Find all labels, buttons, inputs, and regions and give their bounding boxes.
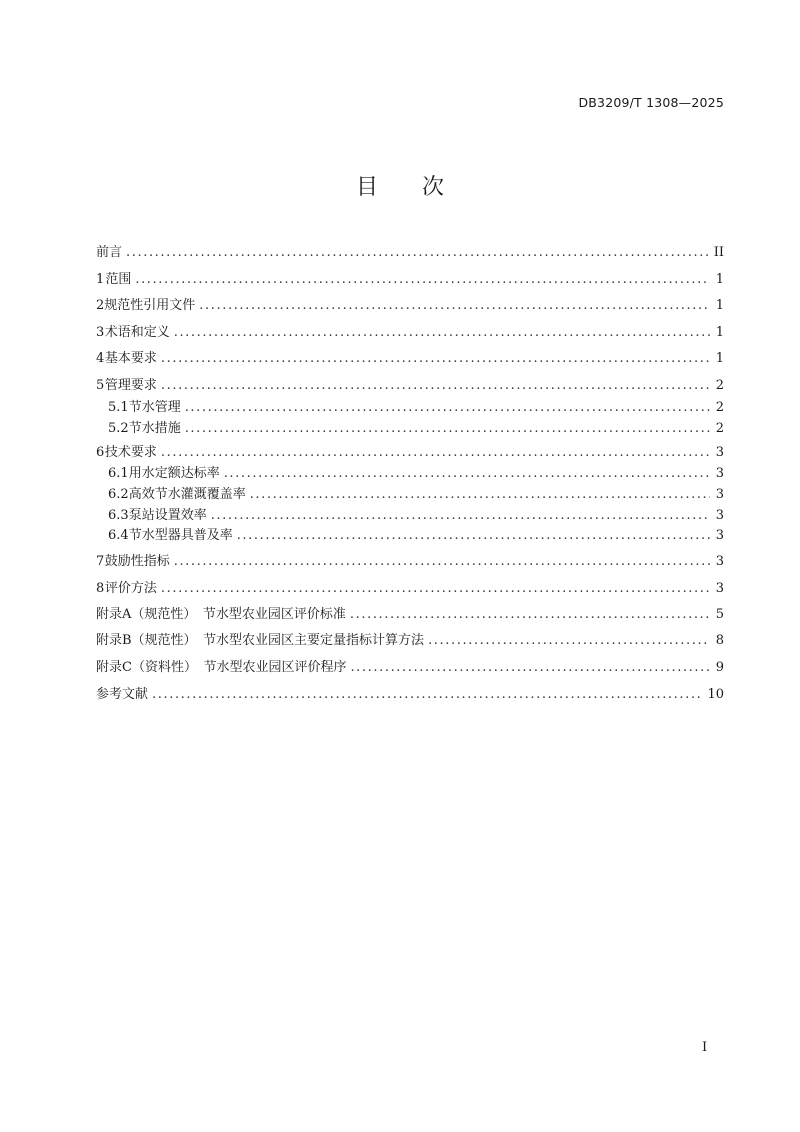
toc-leader-dots [199,297,710,315]
toc-leader-dots [161,580,710,598]
toc-entry-label: 术语和定义 [104,325,170,340]
toc-entry-label: 范围 [105,272,132,287]
toc-entry-label: 管理要求 [104,378,157,393]
toc-entry-page: 3 [715,581,724,596]
toc-leader-dots [185,420,710,438]
toc-entry-page: 3 [715,466,724,481]
toc-entry[interactable] [108,399,724,417]
toc-entry-page: 3 [715,554,724,569]
toc-entry-page: 2 [715,421,724,436]
toc-leader-dots [161,444,710,462]
toc-entry[interactable] [96,324,724,342]
toc-leader-dots [185,399,710,417]
toc-entry-label: 评价方法 [104,581,157,596]
toc-entry[interactable] [96,244,724,262]
toc-entry-number: 5 [96,378,105,393]
toc-entry-page: 1 [715,298,724,313]
toc-entry-label: 节水管理 [128,400,181,415]
toc-entry-page: 10 [707,687,724,702]
toc-entry-number: 1 [96,272,105,287]
toc-entry[interactable] [96,632,724,650]
toc-entry-page: 3 [715,528,724,543]
toc-entry-page: 2 [715,400,724,415]
toc-leader-dots [161,377,710,395]
toc-entry-number: 6.1 [108,466,129,481]
toc-entry-page: 3 [715,487,724,502]
toc-entry[interactable] [96,444,724,462]
toc-entry-number: 6.2 [108,487,129,502]
toc-leader-dots [250,486,710,504]
toc-entry-page: 8 [715,633,724,648]
toc-leader-dots [174,553,710,571]
toc-entry-number: 5.2 [108,421,129,436]
toc-entry-page: 1 [715,351,724,366]
toc-entry-label: 基本要求 [104,351,157,366]
toc-entry-label: 规范性引用文件 [104,298,196,313]
toc-entry-label: 节水措施 [128,421,181,436]
page-title [0,170,800,201]
toc-entry-number: 3 [96,325,105,340]
toc-entry-label: 用水定额达标率 [128,466,220,481]
toc-entry-label: 技术要求 [104,445,157,460]
toc-entry-label: 节水型器具普及率 [128,528,233,543]
toc-entry-number: 2 [96,298,105,313]
page-number: I [702,1040,708,1055]
toc-entry-page: 1 [715,272,724,287]
toc-entry-number: 8 [96,581,105,596]
toc-leader-dots [237,527,710,545]
toc-entry-page: 5 [715,607,724,622]
document-code: DB3209/T 1308—2025 [578,95,724,110]
toc-leader-dots [126,244,710,262]
title-char-left: 目 [355,175,378,200]
toc-entry[interactable] [96,377,724,395]
toc-entry-page: 1 [715,325,724,340]
toc-leader-dots [211,507,710,525]
toc-entry-label: 参考文献 [96,687,149,702]
title-char-right: 次 [422,175,445,200]
toc-entry-label: 鼓励性指标 [104,554,170,569]
toc-leader-dots [161,350,710,368]
toc-entry-label: 附录A（规范性） 节水型农业园区评价标准 [96,607,346,622]
toc-entry[interactable] [108,507,724,525]
toc-entry-number: 7 [96,554,105,569]
toc-entry-number: 6.4 [108,528,129,543]
toc-leader-dots [350,659,710,677]
toc-leader-dots [428,632,710,650]
toc-entry[interactable] [108,527,724,545]
toc-entry[interactable] [108,465,724,483]
toc-leader-dots [135,271,710,289]
toc-leader-dots [152,686,703,704]
toc-entry-label: 附录C（资料性） 节水型农业园区评价程序 [96,660,347,675]
toc-entry-label: 附录B（规范性） 节水型农业园区主要定量指标计算方法 [96,633,425,648]
toc-leader-dots [174,324,710,342]
toc-leader-dots [224,465,710,483]
toc-entry[interactable] [96,686,724,704]
toc-entry-label: 泵站设置效率 [128,508,207,523]
toc-entry[interactable] [96,350,724,368]
toc-entry[interactable] [96,271,724,289]
toc-entry[interactable] [96,580,724,598]
toc-entry[interactable] [108,420,724,438]
toc-entry-label: 前言 [96,245,123,260]
toc-entry-page: II [713,245,724,260]
toc-entry[interactable] [96,659,724,677]
toc-entry-number: 4 [96,351,105,366]
toc-leader-dots [350,606,710,624]
toc-entry-number: 5.1 [108,400,129,415]
toc-entry[interactable] [108,486,724,504]
toc-entry[interactable] [96,553,724,571]
toc-entry-page: 3 [715,445,724,460]
toc-entry-number: 6 [96,445,105,460]
toc-entry-number: 6.3 [108,508,129,523]
toc-entry-page: 9 [715,660,724,675]
toc-entry-label: 高效节水灌溉覆盖率 [128,487,246,502]
toc-entry-page: 3 [715,508,724,523]
toc-entry[interactable] [96,606,724,624]
toc-entry-page: 2 [715,378,724,393]
toc-entry[interactable] [96,297,724,315]
